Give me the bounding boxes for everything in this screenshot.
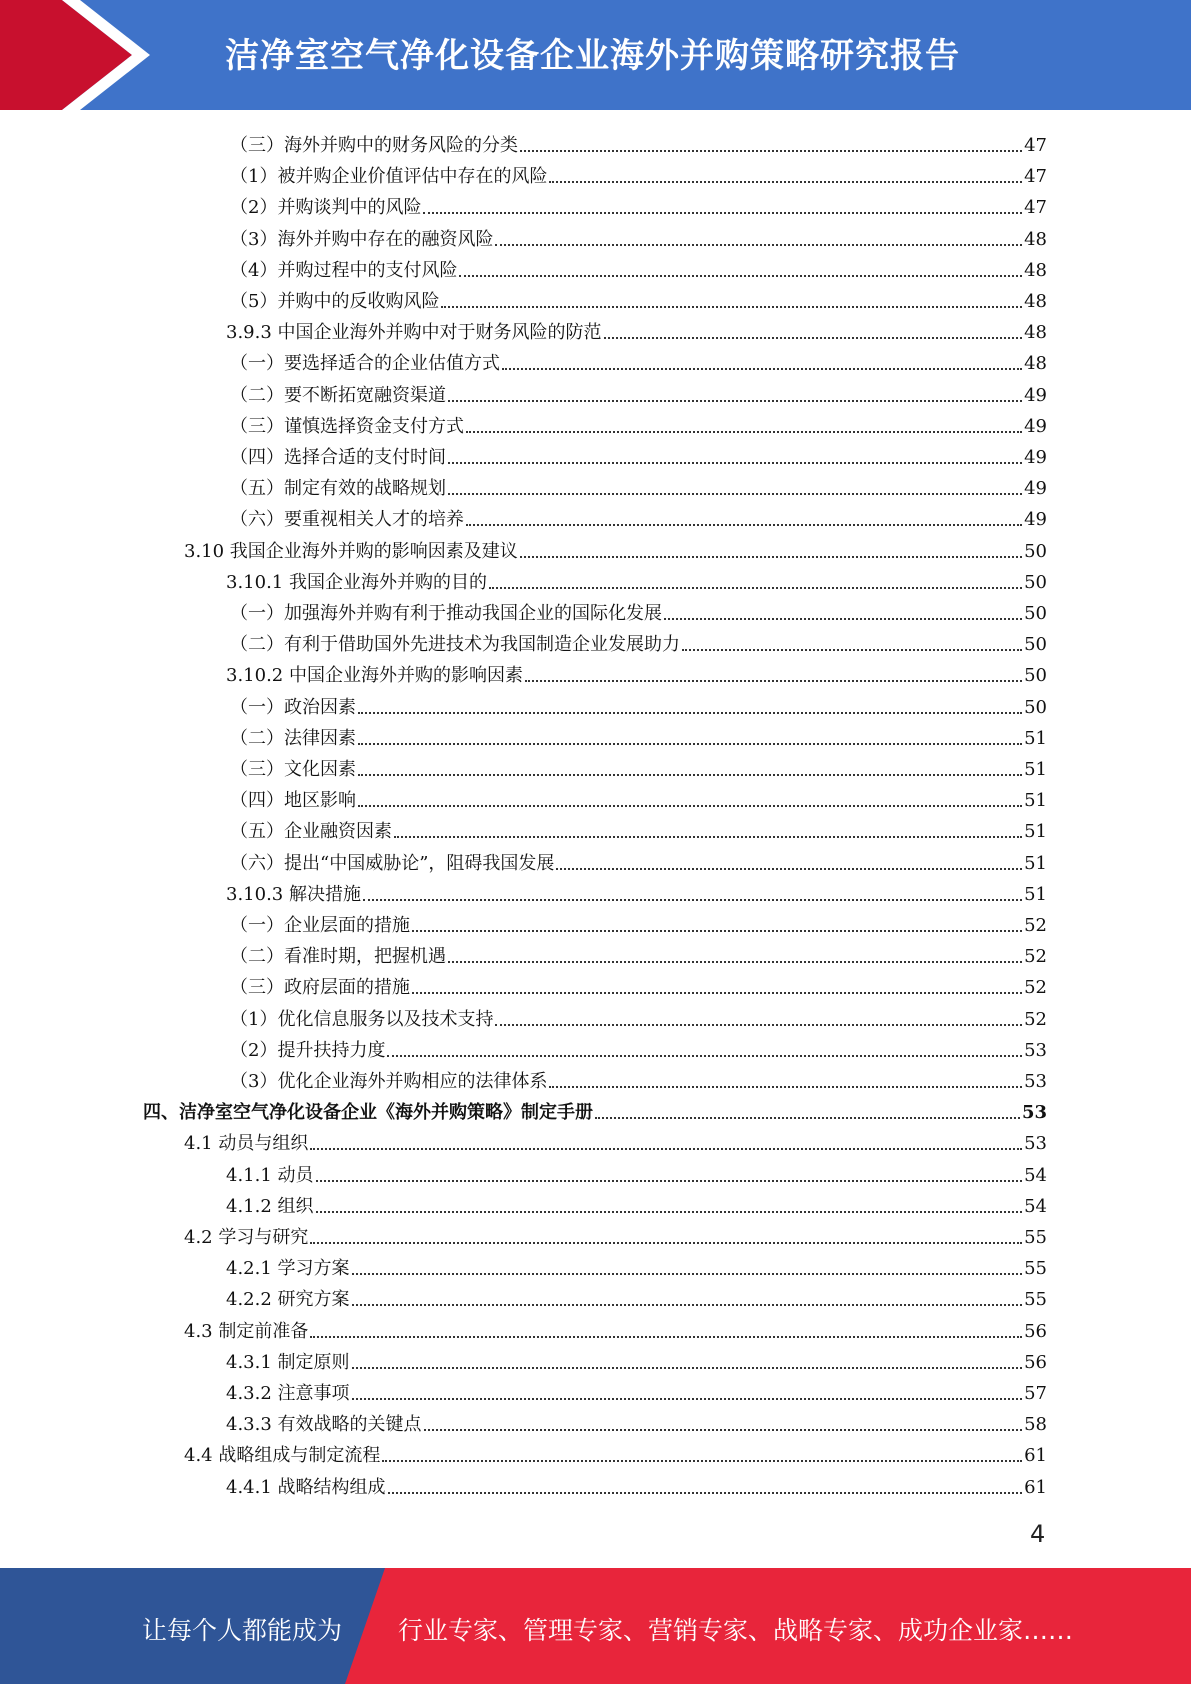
toc-leader-dots xyxy=(423,212,1022,214)
toc-entry-label: （五）制定有效的战略规划 xyxy=(230,478,446,499)
toc-entry-label: （3）优化企业海外并购相应的法律体系 xyxy=(230,1071,548,1092)
toc-entry-page: 53 xyxy=(1021,1102,1047,1123)
toc-entry-label: （六）提出“中国威胁论”，阻碍我国发展 xyxy=(230,853,555,874)
toc-entry-label: （三）海外并购中的财务风险的分类 xyxy=(230,135,518,156)
toc-entry-page: 61 xyxy=(1024,1477,1047,1498)
toc-entry[interactable] xyxy=(226,1343,1047,1374)
toc-entry-label: 4.4.1 战略结构组成 xyxy=(226,1477,386,1498)
toc-entry[interactable] xyxy=(184,1124,1047,1155)
toc-entry[interactable] xyxy=(230,625,1047,656)
toc-entry-label: （2）提升扶持力度 xyxy=(230,1040,386,1061)
toc-entry-label: 3.9.3 中国企业海外并购中对于财务风险的防范 xyxy=(226,322,602,343)
toc-entry[interactable] xyxy=(230,500,1047,531)
toc-entry-page: 52 xyxy=(1024,1009,1047,1030)
toc-entry-page: 51 xyxy=(1024,728,1047,749)
toc-entry-label: 4.3 制定前准备 xyxy=(184,1321,309,1342)
toc-entry-label: （一）企业层面的措施 xyxy=(230,915,410,936)
toc-entry[interactable] xyxy=(230,251,1047,282)
toc-leader-dots xyxy=(682,649,1022,651)
toc-leader-dots xyxy=(520,150,1022,152)
toc-entry[interactable] xyxy=(230,844,1047,875)
toc-entry[interactable] xyxy=(184,1218,1047,1249)
toc-entry[interactable] xyxy=(226,656,1047,687)
toc-entry-page: 49 xyxy=(1024,478,1047,499)
toc-entry-label: （二）看准时期，把握机遇 xyxy=(230,946,446,967)
toc-entry-label: （四）选择合适的支付时间 xyxy=(230,447,446,468)
toc-entry-label: 4.3.1 制定原则 xyxy=(226,1352,350,1373)
toc-entry[interactable] xyxy=(230,1031,1047,1062)
toc-entry-page: 54 xyxy=(1024,1165,1047,1186)
page-number: 4 xyxy=(1030,1520,1046,1548)
toc-entry-page: 49 xyxy=(1024,385,1047,406)
toc-entry-label: （六）要重视相关人才的培养 xyxy=(230,509,464,530)
toc-entry-page: 52 xyxy=(1024,946,1047,967)
toc-leader-dots xyxy=(448,400,1022,402)
toc-entry-page: 48 xyxy=(1024,322,1047,343)
toc-entry-label: 4.1 动员与组织 xyxy=(184,1133,309,1154)
toc-entry[interactable] xyxy=(226,313,1047,344)
toc-entry-page: 50 xyxy=(1024,697,1047,718)
toc-leader-dots xyxy=(549,1086,1022,1088)
toc-leader-dots xyxy=(358,774,1022,776)
toc-entry-label: 4.3.2 注意事项 xyxy=(226,1383,350,1404)
toc-entry[interactable] xyxy=(230,126,1047,157)
toc-entry-page: 58 xyxy=(1024,1414,1047,1435)
toc-entry-label: 4.1.1 动员 xyxy=(226,1165,314,1186)
toc-entry-label: （四）地区影响 xyxy=(230,790,356,811)
toc-entry[interactable] xyxy=(184,1436,1047,1467)
toc-entry-label: （五）企业融资因素 xyxy=(230,821,392,842)
toc-entry[interactable] xyxy=(230,781,1047,812)
toc-entry[interactable] xyxy=(230,812,1047,843)
toc-entry[interactable] xyxy=(226,1280,1047,1311)
toc-leader-dots xyxy=(441,306,1022,308)
toc-entry[interactable] xyxy=(226,563,1047,594)
toc-entry-label: （二）法律因素 xyxy=(230,728,356,749)
toc-entry-label: 4.3.3 有效战略的关键点 xyxy=(226,1414,422,1435)
footer-slogan-left: 让每个人都能成为 xyxy=(142,1616,343,1645)
toc-entry[interactable] xyxy=(230,968,1047,999)
toc-entry-page: 49 xyxy=(1024,509,1047,530)
toc-entry-page: 47 xyxy=(1024,197,1047,218)
toc-entry[interactable] xyxy=(226,1374,1047,1405)
toc-leader-dots xyxy=(556,868,1022,870)
toc-entry-label: （三）政府层面的措施 xyxy=(230,977,410,998)
toc-entry[interactable] xyxy=(230,438,1047,469)
toc-entry-page: 48 xyxy=(1024,260,1047,281)
toc-leader-dots xyxy=(525,680,1022,682)
toc-entry-page: 56 xyxy=(1024,1321,1047,1342)
toc-leader-dots xyxy=(352,1304,1023,1306)
toc-leader-dots xyxy=(448,462,1022,464)
toc-leader-dots xyxy=(316,1211,1023,1213)
toc-entry-label: 4.1.2 组织 xyxy=(226,1196,314,1217)
toc-leader-dots xyxy=(448,493,1022,495)
toc-entry[interactable] xyxy=(230,906,1047,937)
toc-entry-label: （三）谨慎选择资金支付方式 xyxy=(230,416,464,437)
toc-entry[interactable] xyxy=(226,875,1047,906)
toc-leader-dots xyxy=(502,368,1022,370)
toc-entry-page: 48 xyxy=(1024,353,1047,374)
toc-entry-label: （二）有利于借助国外先进技术为我国制造企业发展助力 xyxy=(230,634,680,655)
toc-entry-label: 3.10.1 我国企业海外并购的目的 xyxy=(226,572,487,593)
toc-leader-dots xyxy=(520,556,1022,558)
toc-entry-label: 4.2.1 学习方案 xyxy=(226,1258,350,1279)
toc-leader-dots xyxy=(352,1367,1023,1369)
toc-leader-dots xyxy=(412,992,1022,994)
toc-leader-dots xyxy=(495,244,1022,246)
toc-entry-page: 49 xyxy=(1024,447,1047,468)
toc-entry-page: 51 xyxy=(1024,790,1047,811)
toc-entry-page: 55 xyxy=(1024,1258,1047,1279)
toc-leader-dots xyxy=(604,337,1023,339)
toc-entry-label: （一）加强海外并购有利于推动我国企业的国际化发展 xyxy=(230,603,662,624)
toc-entry-label: 4.4 战略组成与制定流程 xyxy=(184,1445,381,1466)
toc-entry-label: （1）被并购企业价值评估中存在的风险 xyxy=(230,166,548,187)
toc-entry[interactable] xyxy=(226,1405,1047,1436)
toc-entry[interactable] xyxy=(230,407,1047,438)
toc-entry[interactable] xyxy=(230,344,1047,375)
toc-entry-page: 50 xyxy=(1024,603,1047,624)
toc-leader-dots xyxy=(387,1055,1022,1057)
toc-entry-page: 52 xyxy=(1024,977,1047,998)
toc-entry-page: 49 xyxy=(1024,416,1047,437)
toc-leader-dots xyxy=(448,961,1022,963)
toc-leader-dots xyxy=(412,930,1022,932)
toc-entry[interactable] xyxy=(226,1249,1047,1280)
toc-entry[interactable] xyxy=(230,282,1047,313)
toc-entry-label: 4.2.2 研究方案 xyxy=(226,1289,350,1310)
toc-entry-page: 50 xyxy=(1024,541,1047,562)
toc-entry-page: 52 xyxy=(1024,915,1047,936)
toc-leader-dots xyxy=(310,1336,1022,1338)
toc-entry-label: （1）优化信息服务以及技术支持 xyxy=(230,1009,494,1030)
toc-leader-dots xyxy=(595,1117,1020,1119)
header-arrow-icon xyxy=(0,0,160,110)
toc-entry-page: 57 xyxy=(1024,1383,1047,1404)
toc-leader-dots xyxy=(388,1492,1023,1494)
toc-entry[interactable] xyxy=(143,1093,1047,1124)
toc-entry-label: 3.10.2 中国企业海外并购的影响因素 xyxy=(226,665,523,686)
toc-entry[interactable] xyxy=(230,594,1047,625)
toc-entry-page: 53 xyxy=(1024,1133,1047,1154)
toc-entry[interactable] xyxy=(230,188,1047,219)
report-title: 洁净室空气净化设备企业海外并购策略研究报告 xyxy=(225,36,960,76)
toc-leader-dots xyxy=(310,1242,1022,1244)
toc-leader-dots xyxy=(358,805,1022,807)
toc-entry-page: 48 xyxy=(1024,229,1047,250)
toc-entry[interactable] xyxy=(230,469,1047,500)
toc-leader-dots xyxy=(352,1398,1023,1400)
toc-leader-dots xyxy=(466,431,1022,433)
toc-leader-dots xyxy=(358,712,1022,714)
toc-entry-page: 50 xyxy=(1024,665,1047,686)
toc-leader-dots xyxy=(316,1180,1023,1182)
toc-entry-page: 51 xyxy=(1024,884,1047,905)
toc-entry-page: 50 xyxy=(1024,634,1047,655)
toc-entry-label: （一）要选择适合的企业估值方式 xyxy=(230,353,500,374)
toc-entry-page: 48 xyxy=(1024,291,1047,312)
toc-entry[interactable] xyxy=(226,1156,1047,1187)
toc-entry-page: 47 xyxy=(1024,135,1047,156)
toc-entry[interactable] xyxy=(230,157,1047,188)
toc-leader-dots xyxy=(466,524,1022,526)
toc-entry-label: 4.2 学习与研究 xyxy=(184,1227,309,1248)
toc-entry-label: （4）并购过程中的支付风险 xyxy=(230,260,458,281)
toc-leader-dots xyxy=(495,1024,1022,1026)
toc-entry[interactable] xyxy=(226,1468,1047,1499)
toc-leader-dots xyxy=(363,899,1022,901)
toc-entry[interactable] xyxy=(184,1312,1047,1343)
page-header xyxy=(0,0,1191,110)
toc-entry-label: （三）文化因素 xyxy=(230,759,356,780)
toc-entry[interactable] xyxy=(230,1062,1047,1093)
toc-entry[interactable] xyxy=(230,719,1047,750)
toc-entry[interactable] xyxy=(226,1187,1047,1218)
toc-leader-dots xyxy=(549,181,1022,183)
toc-entry-page: 50 xyxy=(1024,572,1047,593)
toc-leader-dots xyxy=(489,587,1022,589)
toc-entry[interactable] xyxy=(230,688,1047,719)
toc-entry-page: 53 xyxy=(1024,1071,1047,1092)
toc-leader-dots xyxy=(382,1460,1022,1462)
toc-entry-page: 61 xyxy=(1024,1445,1047,1466)
toc-entry[interactable] xyxy=(230,750,1047,781)
toc-entry[interactable] xyxy=(230,1000,1047,1031)
toc-leader-dots xyxy=(459,275,1022,277)
toc-entry-page: 55 xyxy=(1024,1227,1047,1248)
toc-entry-page: 53 xyxy=(1024,1040,1047,1061)
footer-slogan-right: 行业专家、管理专家、营销专家、战略专家、成功企业家…… xyxy=(398,1616,1074,1645)
toc-entry[interactable] xyxy=(230,937,1047,968)
toc-entry-label: （5）并购中的反收购风险 xyxy=(230,291,440,312)
toc-entry-page: 55 xyxy=(1024,1289,1047,1310)
toc-entry-label: （3）海外并购中存在的融资风险 xyxy=(230,229,494,250)
toc-entry-page: 51 xyxy=(1024,821,1047,842)
toc-entry-page: 51 xyxy=(1024,759,1047,780)
toc-leader-dots xyxy=(352,1273,1023,1275)
toc-entry[interactable] xyxy=(230,220,1047,251)
toc-entry-page: 56 xyxy=(1024,1352,1047,1373)
toc-entry-label: （二）要不断拓宽融资渠道 xyxy=(230,385,446,406)
toc-leader-dots xyxy=(424,1429,1023,1431)
toc-leader-dots xyxy=(664,618,1022,620)
page-footer xyxy=(0,1568,1191,1684)
toc-leader-dots xyxy=(358,743,1022,745)
toc-entry-label: 3.10 我国企业海外并购的影响因素及建议 xyxy=(184,541,518,562)
toc-entry-page: 54 xyxy=(1024,1196,1047,1217)
toc-leader-dots xyxy=(394,836,1022,838)
toc-entry[interactable] xyxy=(230,376,1047,407)
toc-entry-label: （一）政治因素 xyxy=(230,697,356,718)
toc-entry-label: 3.10.3 解决措施 xyxy=(226,884,361,905)
toc-entry-page: 47 xyxy=(1024,166,1047,187)
toc-entry-page: 51 xyxy=(1024,853,1047,874)
toc-entry-label: （2）并购谈判中的风险 xyxy=(230,197,422,218)
toc-leader-dots xyxy=(310,1148,1022,1150)
toc-entry-label: 四、洁净室空气净化设备企业《海外并购策略》制定手册 xyxy=(143,1102,593,1123)
toc-entry[interactable] xyxy=(184,532,1047,563)
